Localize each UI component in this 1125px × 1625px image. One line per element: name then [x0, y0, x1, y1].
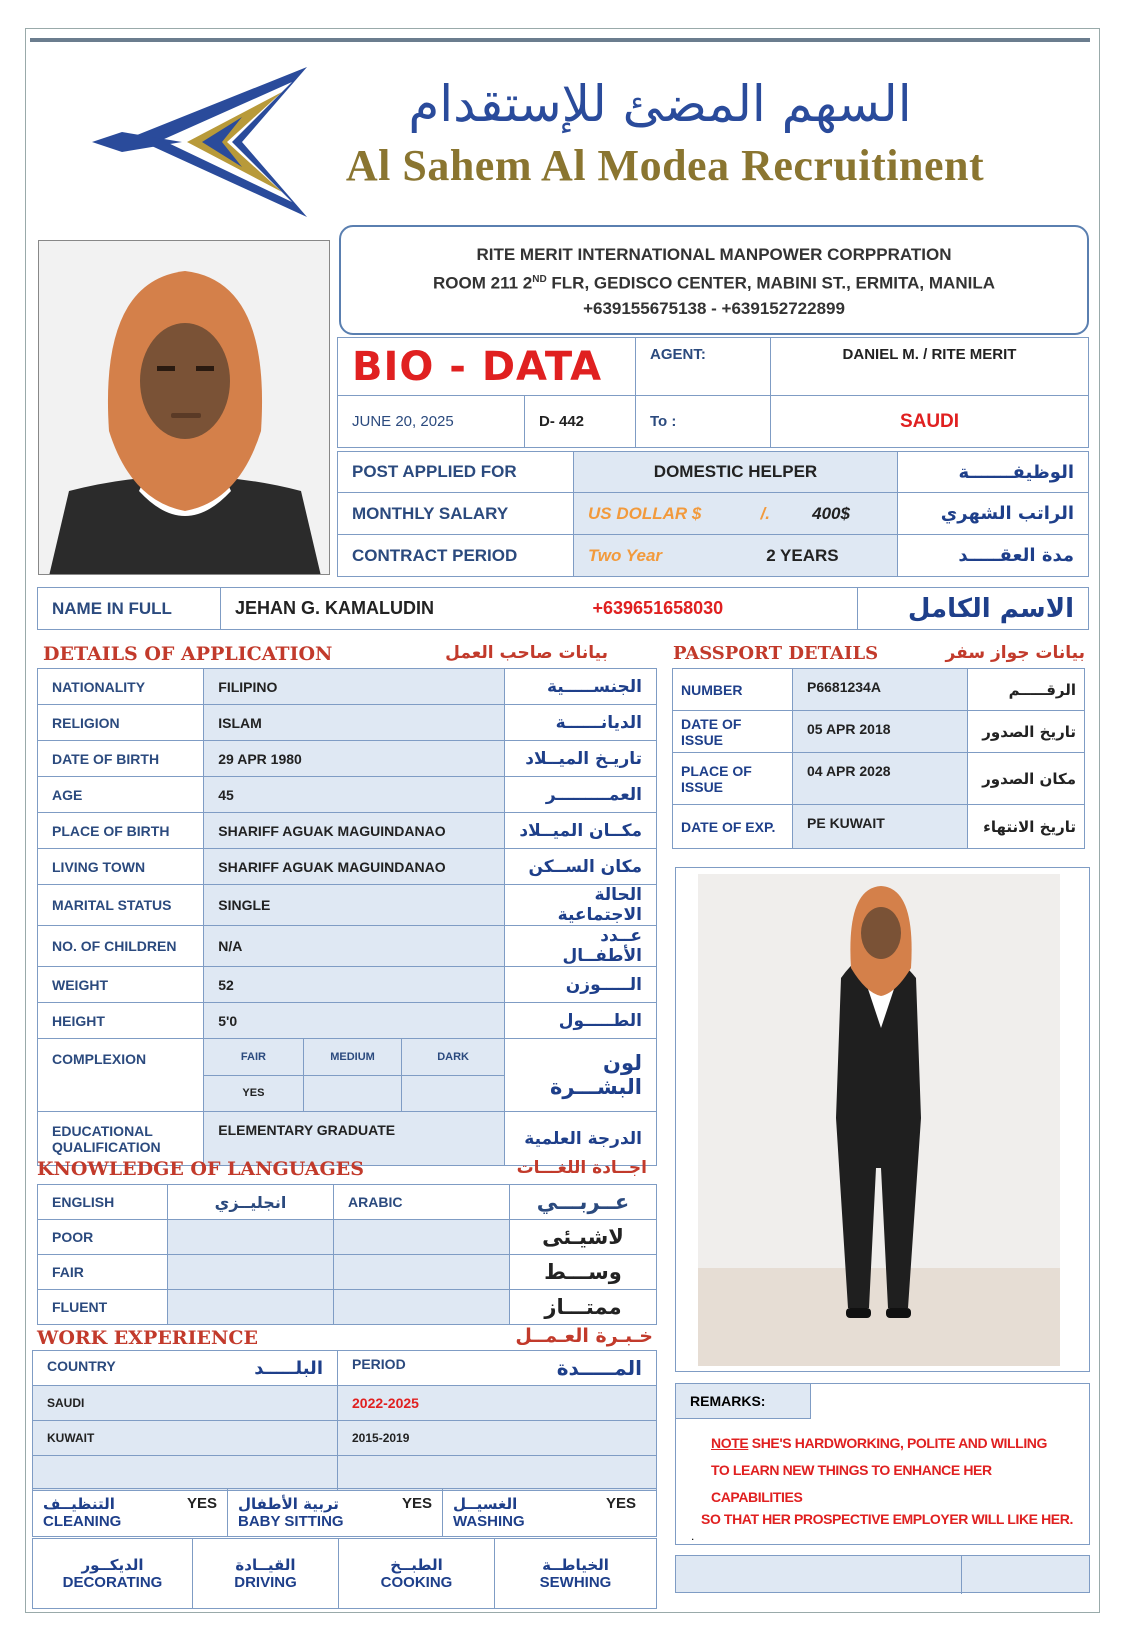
name-value: JEHAN G. KAMALUDIN	[235, 598, 435, 618]
contract-italic: Two Year	[588, 545, 663, 565]
work-title-arabic: خـبـرة العـمــل	[515, 1325, 653, 1347]
application-row	[38, 926, 657, 967]
application-row	[38, 885, 657, 926]
bio-date: JUNE 20, 2025	[338, 396, 525, 448]
application-row	[38, 741, 657, 777]
work-row	[33, 1386, 657, 1421]
application-row-arabic: تاريـخ الميــلاد	[504, 741, 656, 777]
application-row-label: NO. OF CHILDREN	[38, 926, 204, 967]
remarks-line4: SO THAT HER PROSPECTIVE EMPLOYER WILL LIKE HER.	[701, 1511, 1073, 1527]
company-header-box	[339, 225, 1089, 335]
passport-row	[673, 805, 1085, 849]
to-value: SAUDI	[771, 396, 1089, 448]
name-arabic: الاسم الكامل	[858, 588, 1089, 630]
remarks-footer-bar	[675, 1555, 1090, 1593]
work-row-country: SAUDI	[33, 1386, 338, 1421]
passport-row	[673, 669, 1085, 711]
work-row	[33, 1421, 657, 1456]
passport-table	[672, 668, 1085, 849]
application-row-value: FILIPINO	[204, 669, 504, 705]
application-row-label: WEIGHT	[38, 967, 204, 1003]
application-row-label: LIVING TOWN	[38, 849, 204, 885]
salary-label: MONTHLY SALARY	[338, 493, 574, 535]
logo-english-text: Al Sahem Al Modea Recruitinent	[345, 141, 985, 190]
contract-label: CONTRACT PERIOD	[338, 535, 574, 577]
application-row-value: SHARIFF AGUAK MAGUINDANAO	[204, 813, 504, 849]
salary-amount: 400$	[812, 503, 850, 523]
passport-row-arabic: الرقـــــم	[968, 669, 1085, 711]
remarks-text: NOTE SHE'S HARDWORKING, POLITE AND WILLING TO LEARN NEW THINGS TO ENHANCE HER CAPABILITIES	[711, 1435, 1048, 1505]
passport-row-label: DATE OF ISSUE	[673, 711, 793, 753]
remarks-label: REMARKS:	[676, 1384, 811, 1419]
application-row-arabic: الديانــــــة	[504, 705, 656, 741]
application-row-arabic: الحالة الاجتماعية	[504, 885, 656, 926]
lang-english-label: ENGLISH	[38, 1185, 168, 1220]
passport-row-arabic: تاريخ الصدور	[968, 711, 1085, 753]
language-level-label: POOR	[38, 1220, 168, 1255]
passport-row-label: PLACE OF ISSUE	[673, 753, 793, 805]
remarks-box	[675, 1383, 1090, 1545]
application-row-label: AGE	[38, 777, 204, 813]
skill-baby-sitting: تربية الأطفال YES BABY SITTING	[228, 1489, 443, 1537]
application-row-arabic: العمـــــــــر	[504, 777, 656, 813]
lang-english-arabic: انجليــزي	[168, 1185, 334, 1220]
passport-row-value: P6681234A	[793, 669, 968, 711]
company-phones: +639155675138 - +639152722899	[583, 298, 845, 318]
languages-table	[37, 1184, 657, 1325]
language-level-arabic: ممتـــاز	[510, 1290, 657, 1325]
salary-arabic: الراتب الشهري	[898, 493, 1089, 535]
bio-data-title: BIO - DATA	[338, 338, 636, 396]
complexion-fair-yes: YES	[204, 1075, 303, 1111]
language-level-arabic: لاشيـئى	[510, 1220, 657, 1255]
skill-decorating: الديكــور DECORATING	[33, 1539, 193, 1609]
work-row-period: 2022-2025	[338, 1386, 657, 1421]
passport-row	[673, 711, 1085, 753]
application-row-arabic: عــدد الأطفــال	[504, 926, 656, 967]
application-row-value: N/A	[204, 926, 504, 967]
skills-table-bottom	[32, 1538, 657, 1609]
to-label: To :	[636, 396, 771, 448]
work-period-header: PERIOD المـــــدة	[338, 1351, 657, 1386]
post-label: POST APPLIED FOR	[338, 452, 574, 493]
work-table	[32, 1350, 657, 1491]
lang-arabic-label: ARABIC	[334, 1185, 510, 1220]
application-row	[38, 813, 657, 849]
application-row	[38, 849, 657, 885]
application-row-label: RELIGION	[38, 705, 204, 741]
application-title: DETAILS OF APPLICATION	[43, 643, 333, 665]
work-row-period: 2015-2019	[338, 1421, 657, 1456]
complexion-fair: FAIR	[204, 1039, 303, 1075]
application-row	[38, 705, 657, 741]
passport-row-value: PE KUWAIT	[793, 805, 968, 849]
lang-arabic-arabic: عــربـــي	[510, 1185, 657, 1220]
logo-arabic-text: السهم المضئ للإستقدام	[408, 75, 912, 133]
application-row-arabic: الطـــــول	[504, 1003, 656, 1039]
skill-cooking: الطبــخ COOKING	[339, 1539, 495, 1609]
passport-row-label: NUMBER	[673, 669, 793, 711]
application-row-value: 5'0	[204, 1003, 504, 1039]
complexion-dark: DARK	[402, 1039, 504, 1075]
application-row-label: PLACE OF BIRTH	[38, 813, 204, 849]
passport-row-value: 04 APR 2028	[793, 753, 968, 805]
application-row	[38, 669, 657, 705]
contract-arabic: مدة العقـــــد	[898, 535, 1089, 577]
name-label: NAME IN FULL	[38, 588, 221, 630]
skills-table-top	[32, 1488, 657, 1537]
application-row-value: 45	[204, 777, 504, 813]
application-row-arabic: مكان الســكن	[504, 849, 656, 885]
salary-value-cell	[574, 493, 898, 535]
passport-row-arabic: تاريخ الانتهاء	[968, 805, 1085, 849]
application-row-arabic: الجنســـــية	[504, 669, 656, 705]
application-table	[37, 668, 657, 1166]
company-address: ROOM 211 2ND FLR, GEDISCO CENTER, MABINI ST., ERMITA, MANILA	[433, 273, 995, 293]
agent-label: AGENT:	[636, 338, 771, 396]
agent-value: DANIEL M. / RITE MERIT	[771, 338, 1089, 396]
education-arabic: الدرجة العلمية	[504, 1112, 656, 1166]
education-value: ELEMENTARY GRADUATE	[204, 1112, 504, 1166]
skill-driving: القيــادة DRIVING	[193, 1539, 339, 1609]
application-row-value: 29 APR 1980	[204, 741, 504, 777]
language-level-arabic: وســـط	[510, 1255, 657, 1290]
complexion-medium: MEDIUM	[303, 1039, 402, 1075]
bio-data-table	[337, 337, 1089, 448]
passport-row	[673, 753, 1085, 805]
application-row-arabic: الـــــوزن	[504, 967, 656, 1003]
application-row-value: ISLAM	[204, 705, 504, 741]
post-table	[337, 451, 1089, 577]
passport-row-value: 05 APR 2018	[793, 711, 968, 753]
salary-currency: US DOLLAR $	[588, 503, 702, 523]
application-row-label: NATIONALITY	[38, 669, 204, 705]
work-country-header: COUNTRY البلـــــد	[33, 1351, 338, 1386]
language-level-label: FAIR	[38, 1255, 168, 1290]
name-table	[37, 587, 1089, 630]
passport-row-arabic: مكان الصدور	[968, 753, 1085, 805]
name-value-cell	[221, 588, 858, 630]
application-row	[38, 777, 657, 813]
education-label: EDUCATIONAL QUALIFICATION	[38, 1112, 204, 1166]
skill-sewing: الخياطــة SEWHING	[495, 1539, 657, 1609]
skill-washing: الغسيــل YES WASHING	[443, 1489, 657, 1537]
post-arabic: الوظيفـــــــة	[898, 452, 1089, 493]
application-row-value: SHARIFF AGUAK MAGUINDANAO	[204, 849, 504, 885]
application-title-arabic: بيانات صاحب العمل	[445, 643, 608, 663]
complexion-grid	[204, 1039, 504, 1112]
application-row	[38, 967, 657, 1003]
passport-title-arabic: بيانات جواز سفر	[945, 643, 1085, 663]
complexion-arabic: لون البشـــرة	[504, 1039, 656, 1112]
work-row-country: KUWAIT	[33, 1421, 338, 1456]
application-row-label: MARITAL STATUS	[38, 885, 204, 926]
company-name: RITE MERIT INTERNATIONAL MANPOWER CORPPRATION	[476, 245, 952, 264]
application-row-label: HEIGHT	[38, 1003, 204, 1039]
contract-value: 2 YEARS	[766, 545, 839, 565]
name-phone: +639651658030	[592, 598, 724, 618]
top-rule	[30, 38, 1090, 42]
application-row-value: SINGLE	[204, 885, 504, 926]
skill-cleaning: التنظيــف YES CLEANING	[33, 1489, 228, 1537]
language-level-row	[38, 1255, 657, 1290]
remarks-dot: .	[691, 1529, 695, 1543]
application-row-arabic: مكــان الميــلاد	[504, 813, 656, 849]
applicant-full-body-photo	[675, 867, 1090, 1372]
work-title: WORK EXPERIENCE	[37, 1327, 258, 1349]
passport-title: PASSPORT DETAILS	[673, 643, 879, 664]
bio-code: D- 442	[525, 396, 636, 448]
complexion-label: COMPLEXION	[38, 1039, 204, 1112]
application-row	[38, 1003, 657, 1039]
application-row-label: DATE OF BIRTH	[38, 741, 204, 777]
language-level-row	[38, 1220, 657, 1255]
post-value: DOMESTIC HELPER	[574, 452, 898, 493]
contract-value-cell	[574, 535, 898, 577]
salary-separator: /.	[760, 503, 770, 523]
applicant-portrait-photo	[38, 240, 330, 575]
language-level-row	[38, 1290, 657, 1325]
passport-row-label: DATE OF EXP.	[673, 805, 793, 849]
application-row-value: 52	[204, 967, 504, 1003]
language-level-label: FLUENT	[38, 1290, 168, 1325]
arrow-logo-icon	[92, 62, 312, 222]
languages-title-arabic: اجــادة اللغـــات	[516, 1158, 647, 1178]
languages-title: KNOWLEDGE OF LANGUAGES	[37, 1158, 364, 1180]
